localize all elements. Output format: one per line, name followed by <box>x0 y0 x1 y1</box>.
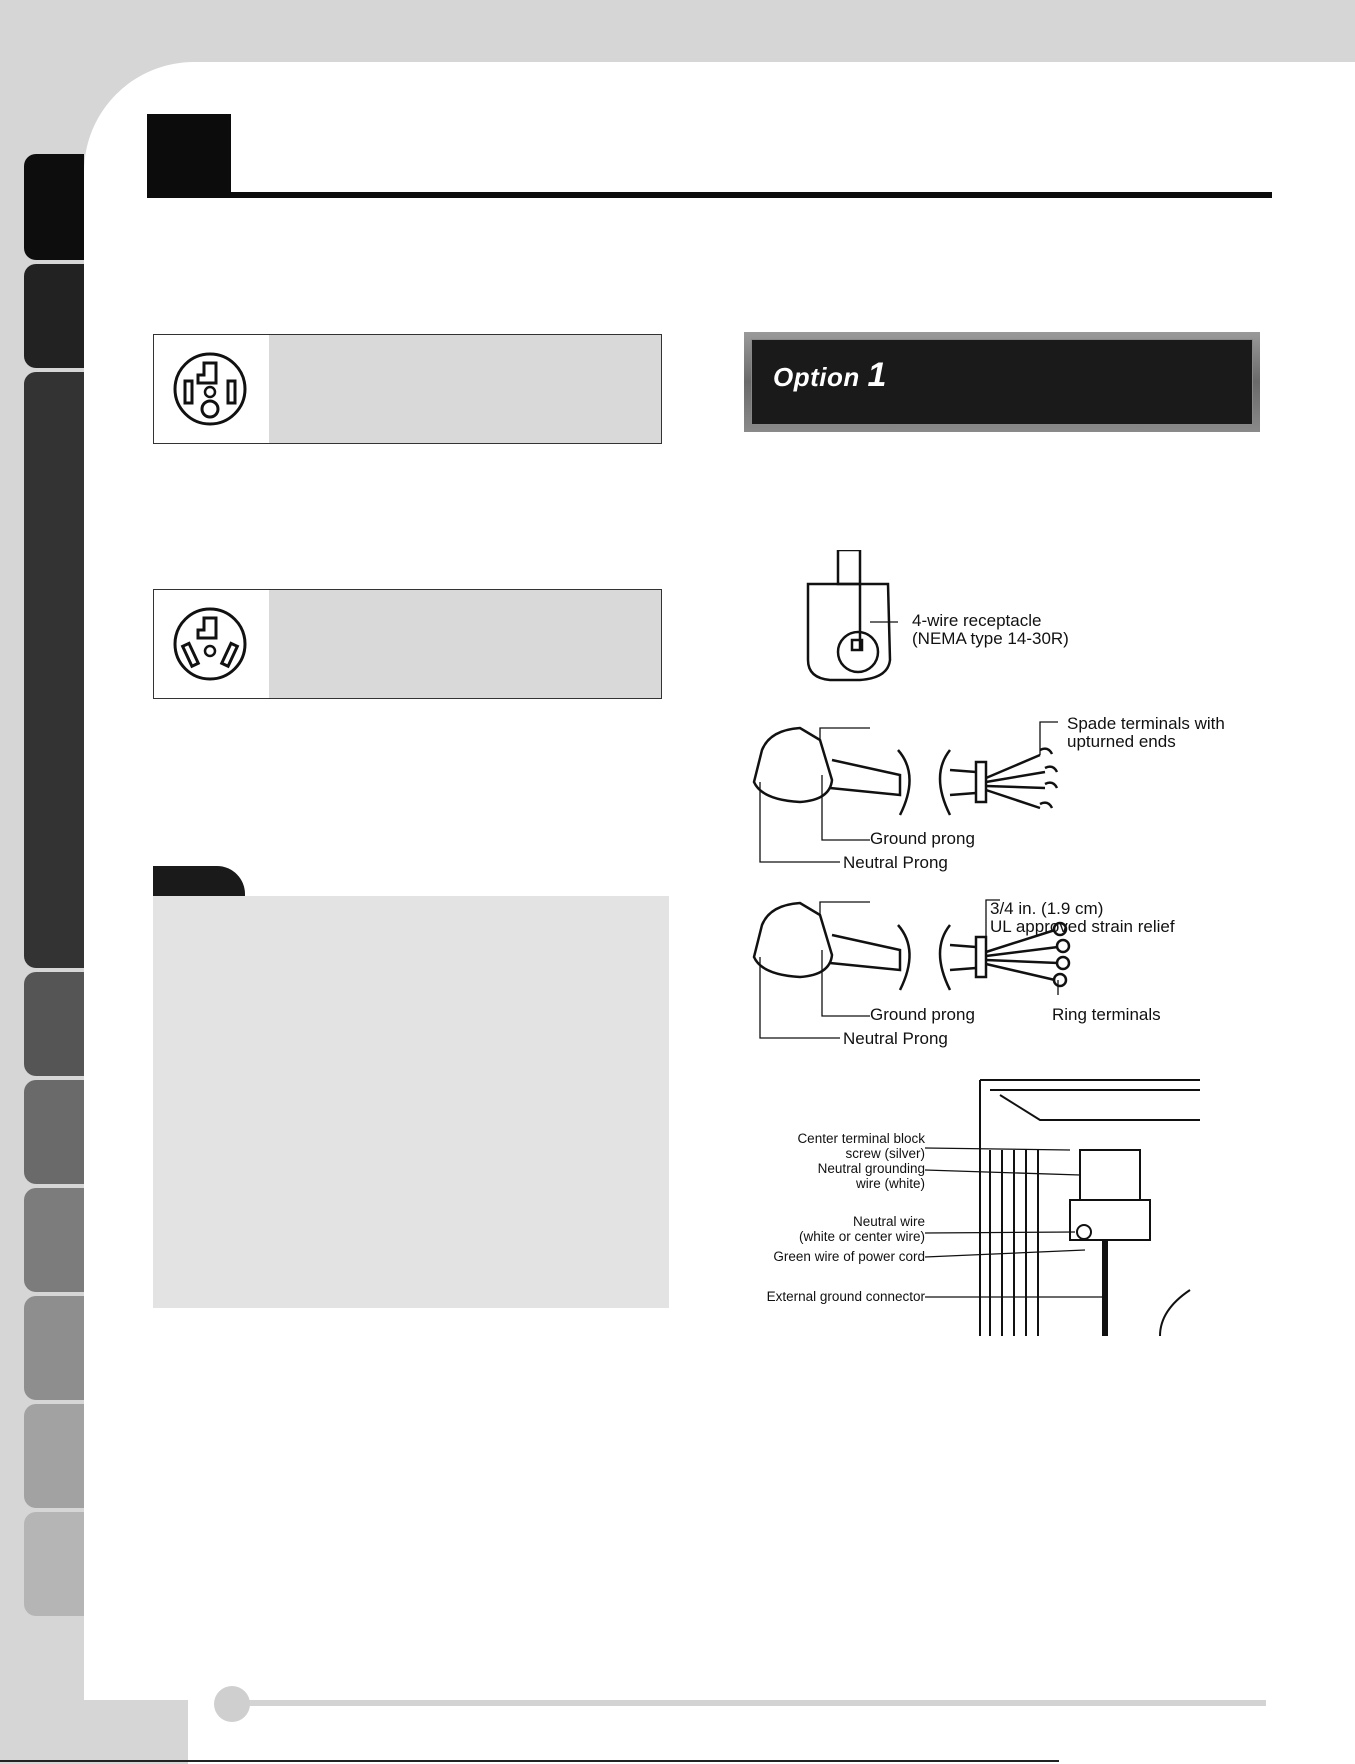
label-neutral-prong-2: Neutral Prong <box>843 1029 948 1048</box>
option-number: 1 <box>867 356 887 394</box>
label-strain-relief <box>990 900 1175 936</box>
bottom-edge-line <box>0 1760 1059 1762</box>
label-ground-prong-1: Ground prong <box>870 829 975 848</box>
label-receptacle-line2: (NEMA type 14-30R) <box>912 628 1069 648</box>
three-wire-receptacle-box <box>153 589 662 699</box>
option-title <box>773 356 887 395</box>
chapter-tab-6[interactable] <box>24 1188 84 1292</box>
label-center-terminal <box>797 1132 925 1162</box>
label-receptacle <box>912 612 1069 648</box>
option-word: Option <box>773 362 860 392</box>
label-green-wire: Green wire of power cord <box>773 1249 925 1264</box>
option-banner-inner <box>751 339 1253 425</box>
note-tab <box>153 866 245 896</box>
label-neutral-ground-line2: wire (white) <box>855 1175 925 1191</box>
chapter-tab-8[interactable] <box>24 1404 84 1508</box>
bottom-margin-white <box>188 1700 1355 1764</box>
label-spade-terminals <box>1067 715 1225 751</box>
chapter-tab-5[interactable] <box>24 1080 84 1184</box>
label-spade-line2: upturned ends <box>1067 731 1176 751</box>
leader-lines <box>760 622 1105 1297</box>
four-prong-receptacle-icon <box>170 349 250 429</box>
section-header-rule <box>147 192 1272 198</box>
label-strain-line2: UL approved strain relief <box>990 916 1175 936</box>
receptacle-text-panel <box>269 590 661 698</box>
chapter-tab-9[interactable] <box>24 1512 84 1616</box>
cord-drawing-spade <box>754 728 1057 815</box>
chapter-tab-3[interactable] <box>24 372 84 968</box>
chapter-tab-7[interactable] <box>24 1296 84 1400</box>
label-neutral-prong-1: Neutral Prong <box>843 853 948 872</box>
label-neutral-wire-line1: Neutral wire <box>852 1214 925 1229</box>
label-receptacle-line1: 4-wire receptacle <box>912 611 1042 630</box>
receptacle-text-panel <box>269 335 661 443</box>
label-center-line2: screw (silver) <box>845 1145 925 1161</box>
chapter-tab-2[interactable] <box>24 264 84 368</box>
chapter-tab-4[interactable] <box>24 972 84 1076</box>
label-neutral-ground-line1: Neutral grounding <box>817 1161 925 1176</box>
label-neutral-wire <box>799 1215 925 1245</box>
label-external-ground: External ground connector <box>766 1289 925 1304</box>
label-neutral-wire-line2: (white or center wire) <box>798 1228 925 1244</box>
label-center-line1: Center terminal block <box>797 1131 925 1146</box>
receptacle-drawing <box>808 550 890 680</box>
chapter-tab-1[interactable] <box>24 154 84 260</box>
label-ring-terminals: Ring terminals <box>1052 1005 1161 1024</box>
option-banner <box>744 332 1260 432</box>
section-marker <box>147 114 231 196</box>
label-strain-line1: 3/4 in. (1.9 cm) <box>990 899 1104 918</box>
footer-rule <box>236 1700 1266 1706</box>
page-number-circle <box>214 1686 250 1722</box>
label-spade-line1: Spade terminals with <box>1067 714 1225 733</box>
note-panel <box>153 896 669 1308</box>
label-neutral-grounding <box>818 1162 925 1192</box>
four-wire-receptacle-box <box>153 334 662 444</box>
label-ground-prong-2: Ground prong <box>870 1005 975 1024</box>
three-prong-receptacle-icon <box>170 604 250 684</box>
